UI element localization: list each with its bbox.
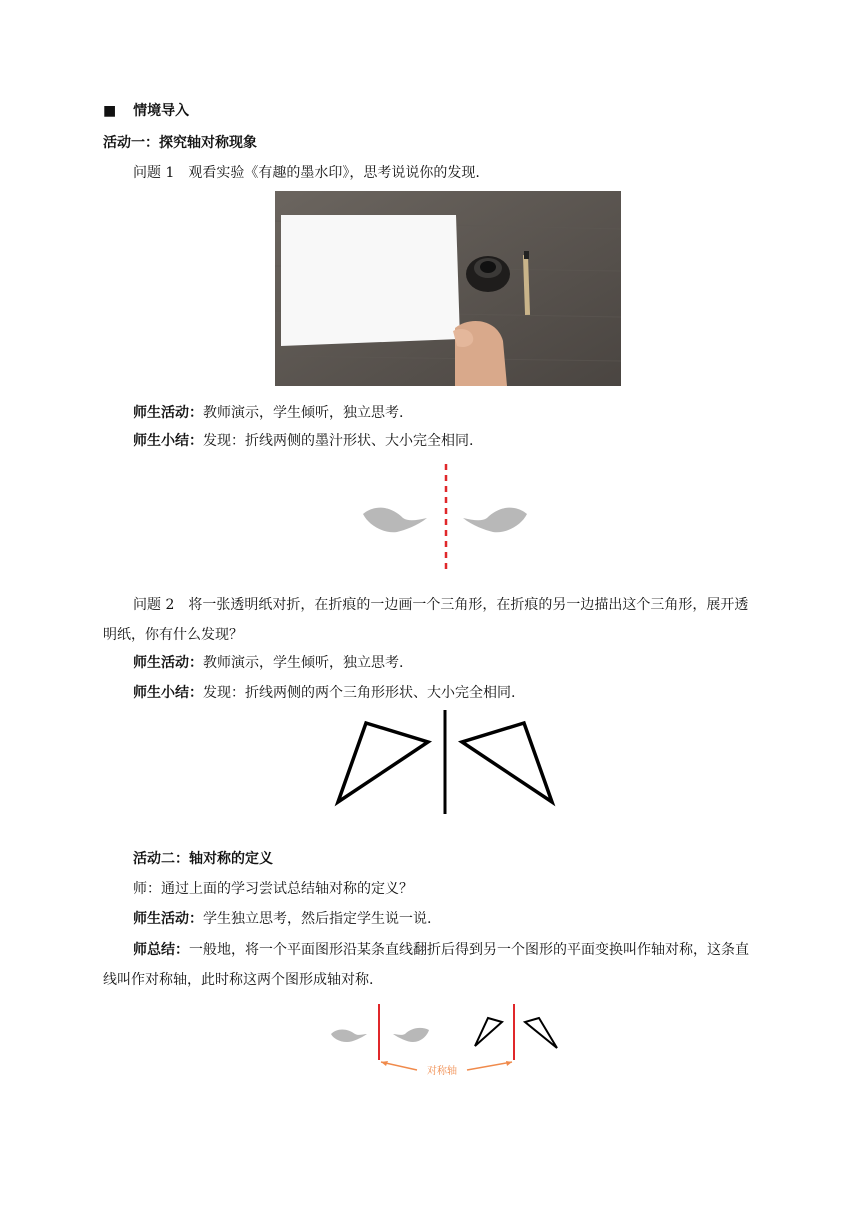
summary-label: 师生小结： xyxy=(133,685,203,701)
teacher-student-activity-1 xyxy=(133,399,783,427)
activity-label: 师生活动： xyxy=(133,405,203,421)
small-triangle-left xyxy=(475,1018,502,1046)
section-header xyxy=(103,97,753,125)
ink-bottle-icon xyxy=(466,256,510,292)
ink-experiment-photo xyxy=(275,191,621,386)
activity-text: 学生独立思考，然后指定学生说一说. xyxy=(203,911,432,927)
right-ink-blot xyxy=(463,508,527,533)
teacher-summary xyxy=(103,935,753,995)
teacher-question: 师：通过上面的学习尝试总结轴对称的定义？ xyxy=(133,881,413,897)
teacher-student-summary-2 xyxy=(133,679,783,707)
small-triangle-right xyxy=(525,1018,557,1048)
activity2-heading: 活动二：轴对称的定义 xyxy=(133,851,273,867)
summary-text: 发现：折线两侧的两个三角形形状、大小完全相同. xyxy=(203,685,516,701)
summary-text: 一般地，将一个平面图形沿某条直线翻折后得到另一个图形的平面变换叫作轴对称，这条直线叫作对称轴，此时称这两个图形成轴对称. xyxy=(103,942,749,988)
question-2: 问题 2 将一张透明纸对折，在折痕的一边画一个三角形，在折痕的另一边描出这个三角形，展开透明纸，你有什么发现？ xyxy=(103,597,749,643)
arrow-line-right xyxy=(467,1062,512,1070)
axis-label: 对称轴 xyxy=(427,1066,457,1077)
teacher-student-activity-3 xyxy=(133,905,783,933)
left-ink-blot xyxy=(363,508,427,533)
left-triangle xyxy=(338,723,428,802)
summary-label: 师生小结： xyxy=(133,433,203,449)
white-paper xyxy=(281,215,460,346)
right-triangle xyxy=(462,723,552,802)
square-bullet-icon: ■ xyxy=(103,103,117,119)
small-ink-blot-left xyxy=(331,1030,367,1043)
activity1-heading: 活动一：探究轴对称现象 xyxy=(103,135,257,151)
summary-label: 师总结： xyxy=(133,942,189,958)
question-1: 问题 1 观看实验《有趣的墨水印》，思考说说你的发现. xyxy=(133,165,480,181)
activity-label: 师生活动： xyxy=(133,655,203,671)
axis-summary-figure xyxy=(325,1000,565,1080)
activity-text: 教师演示，学生倾听，独立思考. xyxy=(203,405,404,421)
section-title: 情境导入 xyxy=(133,103,190,119)
triangle-figure xyxy=(330,708,560,816)
activity-label: 师生活动： xyxy=(133,911,203,927)
small-ink-blot-right xyxy=(393,1028,429,1042)
activity-text: 教师演示，学生倾听，独立思考. xyxy=(203,655,404,671)
ink-blot-figure xyxy=(355,460,535,572)
teacher-student-summary-1 xyxy=(133,427,783,455)
teacher-student-activity-2 xyxy=(133,649,783,677)
summary-text: 发现：折线两侧的墨汁形状、大小完全相同. xyxy=(203,433,474,449)
